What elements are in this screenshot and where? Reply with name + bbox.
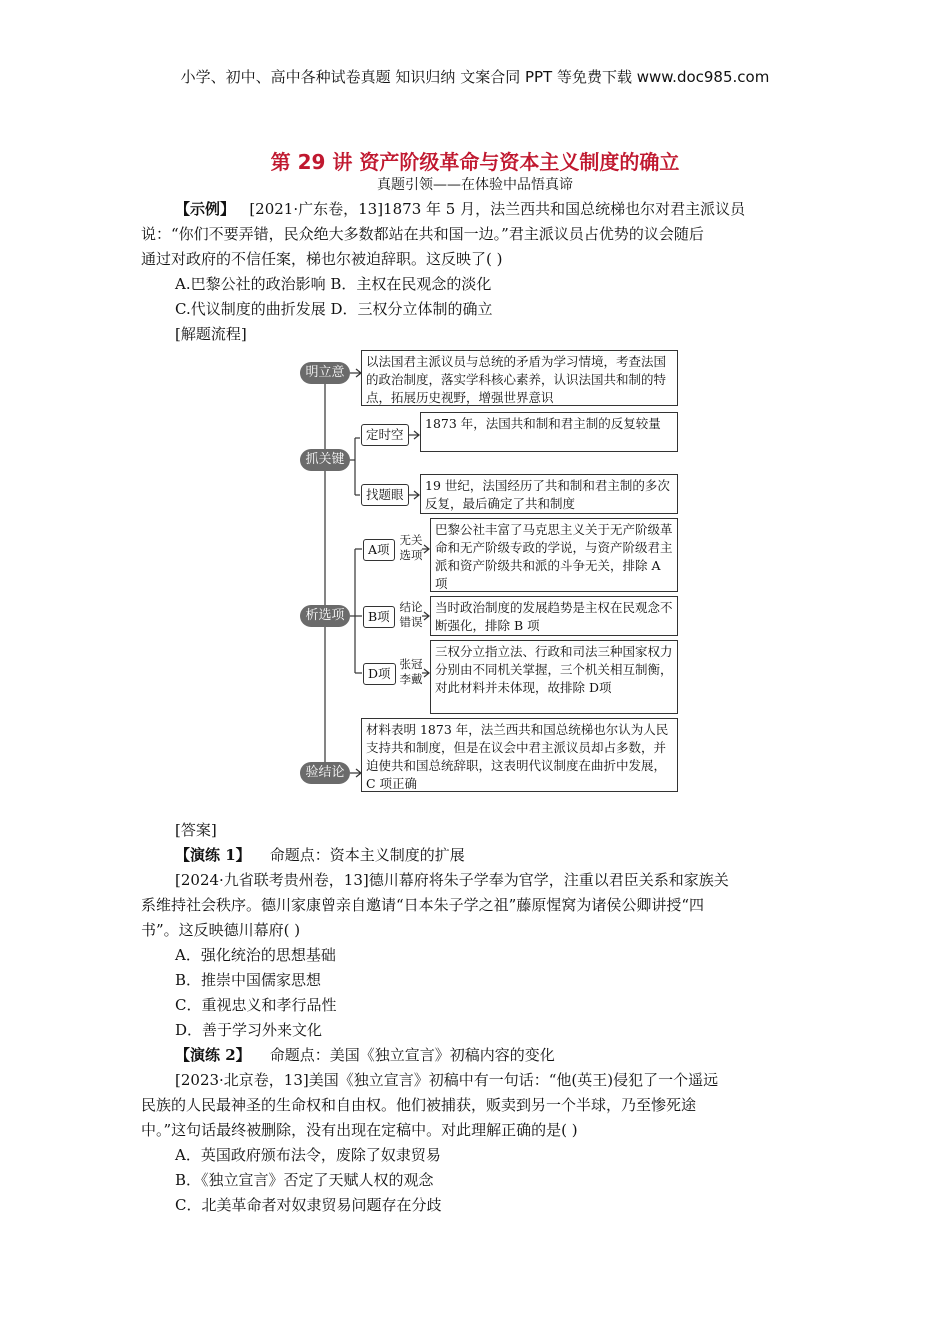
drill2-option-a: A．英国政府颁布法令，废除了奴隶贸易	[175, 1146, 441, 1164]
drill2-option-b: B．《独立宣言》否定了天赋人权的观念	[175, 1171, 434, 1189]
option-b-box: 当时政治制度的发展趋势是主权在民观念不断强化，排除 B 项	[430, 596, 678, 636]
sub-option-a: A项	[363, 539, 395, 561]
time-space-box: 1873 年，法国共和制和君主制的反复较量	[420, 412, 678, 452]
step-pill-conclusion: 验结论	[300, 762, 350, 784]
lesson-title: 第 29 讲 资产阶级革命与资本主义制度的确立	[270, 150, 680, 174]
option-a-box: 巴黎公社丰富了马克思主义关于无产阶级革命和无产阶级专政的学说，与资产阶级君主派和资产阶级共和派的斗争无关，排除 A 项	[430, 518, 678, 592]
answer-label: [答案]	[175, 821, 217, 839]
drill2-heading: 【演练 2】 命题点：美国《独立宣言》初稿内容的变化	[175, 1046, 555, 1064]
drill2-line-1: [2023·北京卷，13]美国《独立宣言》初稿中有一句话：“他(英王)侵犯了一个遥远	[175, 1071, 719, 1089]
note-wrong-conclusion: 结论错误	[399, 600, 423, 629]
example-line-1: 【示例】 [2021·广东卷，13]1873 年 5 月，法兰西共和国总统梯也尔对君主派议员	[175, 200, 746, 218]
conclusion-box: 材料表明 1873 年，法兰西共和国总统梯也尔认为人民支持共和制度，但是在议会中君主派议员却占多数，并迫使共和国总统辞职，这表明代议制度在曲折中发展，C 项正确	[361, 718, 678, 792]
sub-question-eye: 找题眼	[361, 484, 409, 506]
drill1-option-c: C．重视忠义和孝行品性	[175, 996, 337, 1014]
example-line-3: 通过对政府的不信任案，梯也尔被迫辞职。这反映了( )	[141, 250, 503, 268]
sub-option-b: B项	[363, 606, 395, 628]
drill1-option-d: D．善于学习外来文化	[175, 1021, 323, 1039]
drill1-option-b: B．推崇中国儒家思想	[175, 971, 322, 989]
sub-time-space: 定时空	[361, 424, 409, 446]
drill1-option-a: A．强化统治的思想基础	[175, 946, 336, 964]
page-header: 小学、初中、高中各种试卷真题 知识归纳 文案合同 PPT 等免费下载 www.doc985.com	[180, 68, 770, 86]
step-pill-options: 析选项	[300, 605, 350, 627]
drill2-line-3: 中。”这句话最终被删除，没有出现在定稿中。对此理解正确的是( )	[141, 1121, 578, 1139]
drill2-line-2: 民族的人民最神圣的生命权和自由权。他们被捕获，贩卖到另一个半球，乃至惨死途	[141, 1096, 697, 1114]
drill1-line-3: 书”。这反映德川幕府( )	[141, 921, 301, 939]
drill1-line-1: [2024·九省联考贵州卷，13]德川幕府将朱子学奉为官学，注重以君臣关系和家族关	[175, 871, 729, 889]
flow-label: [解题流程]	[175, 325, 247, 343]
note-irrelevant: 无关选项	[399, 533, 423, 562]
intent-box: 以法国君主派议员与总统的矛盾为学习情境，考查法国的政治制度，落实学科核心素养，认识法国共和制的特点，拓展历史视野，增强世界意识	[361, 350, 678, 406]
sub-option-d: D项	[363, 663, 396, 685]
drill2-option-c: C．北美革命者对奴隶贸易问题存在分歧	[175, 1196, 442, 1214]
question-eye-box: 19 世纪，法国经历了共和制和君主制的多次反复，最后确定了共和制度	[420, 474, 678, 514]
section-subtitle: 真题引领——在体验中品悟真谛	[377, 177, 573, 193]
option-d-box: 三权分立指立法、行政和司法三种国家权力分别由不同机关掌握，三个机关相互制衡，对此材料并未体现，故排除 D项	[430, 640, 678, 714]
step-pill-key: 抓关键	[300, 449, 350, 471]
drill1-heading: 【演练 1】 命题点：资本主义制度的扩展	[175, 846, 465, 864]
example-line-2: 说：“你们不要弄错，民众绝大多数都站在共和国一边。”君主派议员占优势的议会随后	[141, 225, 704, 243]
drill1-line-2: 系维持社会秩序。德川家康曾亲自邀请“日本朱子学之祖”藤原惺窝为诸侯公卿讲授“四	[141, 896, 705, 914]
example-options-ab: A.巴黎公社的政治影响 B．主权在民观念的淡化	[175, 275, 492, 293]
solution-flow-diagram	[290, 350, 690, 800]
example-options-cd: C.代议制度的曲折发展 D．三权分立体制的确立	[175, 300, 493, 318]
note-misattribution: 张冠李戴	[399, 657, 423, 686]
step-pill-intent: 明立意	[300, 362, 350, 384]
